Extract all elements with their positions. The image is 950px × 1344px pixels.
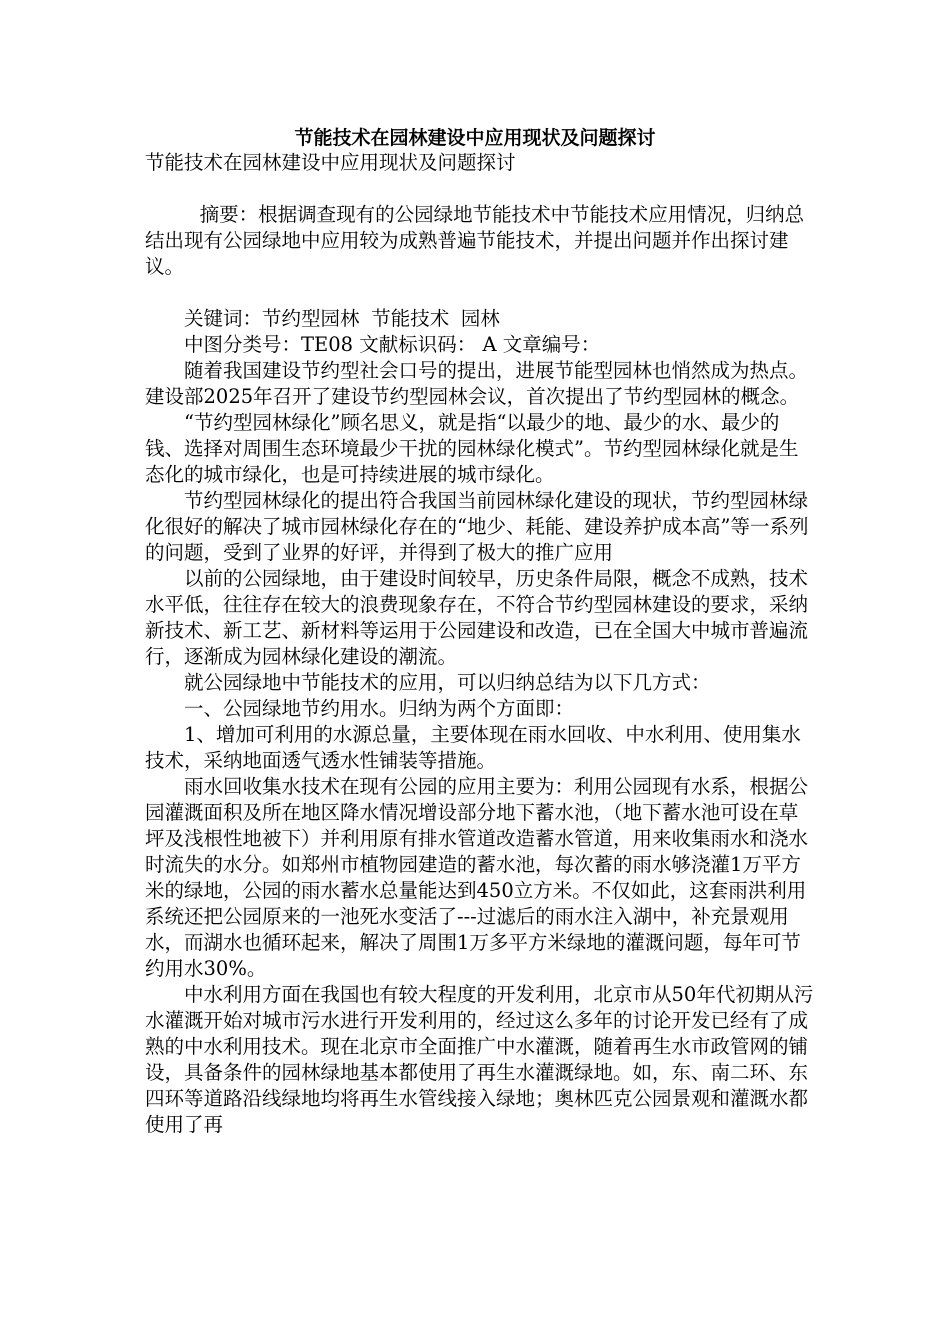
document-title: 节能技术在园林建设中应用现状及问题探讨 <box>294 127 656 149</box>
body-paragraph: 就公园绿地中节能技术的应用，可以归纳总结为以下几方式： <box>184 671 711 694</box>
keywords-line <box>145 306 815 332</box>
body-paragraph: 随着我国建设节约型社会口号的提出，进展节能型园林也悄然成为热点。建设部2025年召开了建设节约型园林会议，首次提出了节约型园林的概念。 <box>145 359 809 408</box>
keyword-item: 节能技术 <box>371 307 450 330</box>
document-body <box>145 150 815 1138</box>
spacer <box>145 280 815 306</box>
keyword-item: 园林 <box>460 307 500 330</box>
keyword-item: 节约型园林 <box>262 307 360 330</box>
body-paragraph: 1、增加可利用的水源总量，主要体现在雨水回收、中水利用、使用集水技术，采纳地面透气透水性铺装等措施。 <box>145 723 801 772</box>
body-paragraph: 雨水回收集水技术在现有公园的应用主要为：利用公园现有水系，根据公园灌溉面积及所在地区降水情况增设部分地下蓄水池，（地下蓄水池可设在草坪及浅根性地被下）并利用原有排水管道改造蓄水管道，用来收集雨水和浇水时流失的水分。如郑州市植物园建造的蓄水池，每次蓄的雨水够浇灌1万平方米的绿地，公园的雨水蓄水总量能达到450立方米。不仅如此，这套雨洪利用系统还把公园原来的一池死水变活了---过滤后的雨水注入湖中，补充景观用水，而湖水也循环起来，解决了周围1万多平方米绿地的灌溉问题，每年可节约用水30%。 <box>145 775 809 980</box>
section-heading: 一、公园绿地节约用水。归纳为两个方面即： <box>184 697 575 720</box>
body-paragraph: 中水利用方面在我国也有较大程度的开发利用，北京市从50年代初期从污水灌溉开始对城市污水进行开发利用的，经过这么多年的讨论开发已经有了成熟的中水利用技术。现在北京市全面推广中水灌溉，随着再生水市政管网的铺设，具备条件的园林绿地基本都使用了再生水灌溉绿地。如，东、南二环、东四环等道路沿线绿地均将再生水管线接入绿地；奥林匹克公园景观和灌溉水都使用了再 <box>145 983 814 1136</box>
spacer <box>145 176 815 202</box>
body-paragraph: “节约型园林绿化”顾名思义，就是指“以最少的地、最少的水、最少的钱、选择对周围生态环境最少干扰的园林绿化模式”。节约型园林绿化就是生态化的城市绿化，也是可持续进展的城市绿化。 <box>145 411 799 486</box>
body-paragraph: 节约型园林绿化的提出符合我国当前园林绿化建设的现状，节约型园林绿化很好的解决了城市园林绿化存在的“地少、耗能、建设养护成本高”等一系列的问题，受到了业界的好评，并得到了极大的推广应用 <box>145 489 809 564</box>
document-subtitle: 节能技术在园林建设中应用现状及问题探讨 <box>145 151 516 174</box>
abstract-paragraph: 摘要：根据调查现有的公园绿地节能技术中节能技术应用情况，归纳总结出现有公园绿地中应用较为成熟普遍节能技术，并提出问题并作出探讨建议。 <box>145 203 805 278</box>
classification-line: 中图分类号：TE08 文献标识码： A 文章编号： <box>184 333 601 356</box>
body-paragraph: 以前的公园绿地，由于建设时间较早，历史条件局限，概念不成熟，技术水平低，往往存在较大的浪费现象存在，不符合节约型园林建设的要求，采纳新技术、新工艺、新材料等运用于公园建设和改造，已在全国大中城市普遍流行，逐渐成为园林绿化建设的潮流。 <box>145 567 809 668</box>
keywords-label: 关键词： <box>184 307 263 330</box>
